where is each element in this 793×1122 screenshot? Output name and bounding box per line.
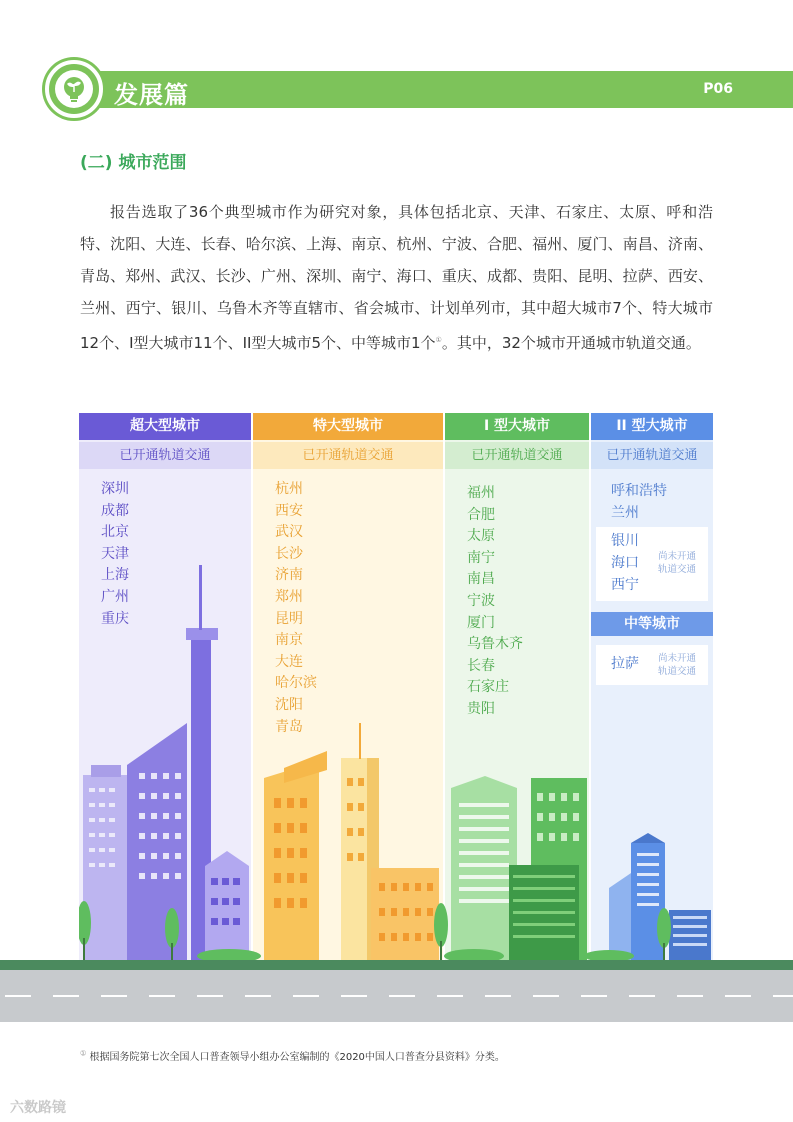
category-title: II 型大城市 [591, 413, 713, 440]
lightbulb-plant-icon [55, 70, 93, 108]
city-item: 呼和浩特 [611, 483, 667, 499]
footnote-text: 根据国务院第七次全国人口普查领导小组办公室编制的《2020中国人口普查分县资料》分类。 [89, 1052, 505, 1063]
building [91, 765, 121, 777]
body-paragraph [80, 196, 713, 359]
city-item: 乌鲁木齐 [467, 636, 523, 653]
city-item: 贵阳 [467, 700, 495, 717]
no-metro-note: 尚未开通 轨道交通 [658, 551, 697, 575]
lane-marking [5, 995, 31, 997]
lane-marking [293, 995, 319, 997]
no-metro-note: 尚未开通 轨道交通 [658, 653, 697, 677]
paragraph-text: 报告选取了36个典型城市作为研究对象，具体包括北京、天津、石家庄、太原、呼和浩特、沈阳、大连、长春、哈尔滨、上海、南京、杭州、宁波、合肥、福州、厦门、南昌、济南、青岛、郑州、武汉、长沙、广州、深圳、南宁、海口、重庆、成都、贵阳、昆明、拉萨、西安、兰州、西宁、银川、乌鲁木齐等直辖市、省会城市、计划单列市，其中超大城市7个、特大城市12个、Ⅰ型大城市11个、II型大城市5个、中等城市1个 [80, 203, 713, 352]
category-subtitle: 已开通轨道交通 [591, 442, 713, 469]
lane-marking [149, 995, 175, 997]
medium-city-title: 中等城市 [591, 612, 713, 636]
lane-marking [533, 995, 559, 997]
city-infographic [79, 413, 713, 973]
lane-marking [437, 995, 463, 997]
city-item: 上海 [101, 567, 129, 584]
city-item: 深圳 [101, 481, 129, 497]
city-item: 南京 [275, 632, 303, 649]
building [609, 871, 634, 960]
watermark: 六数路镜 [10, 1100, 66, 1116]
lane-marking [773, 995, 793, 997]
city-item: 合肥 [467, 506, 495, 523]
city-item: 沈阳 [275, 696, 303, 713]
city-item: 杭州 [275, 481, 303, 497]
city-item: 宁波 [467, 592, 495, 609]
lane-marking [725, 995, 751, 997]
lane-marking [629, 995, 655, 997]
category-title: Ⅰ 型大城市 [445, 413, 589, 440]
building [205, 851, 249, 960]
category-title: 特大型城市 [253, 413, 443, 440]
footnote-marker: ① [435, 336, 442, 344]
city-item: 太原 [467, 528, 495, 545]
city-list [591, 469, 713, 524]
category-subtitle: 已开通轨道交通 [79, 442, 251, 469]
lane-marking [581, 995, 607, 997]
city-item: 天津 [101, 545, 129, 562]
category-subtitle: 已开通轨道交通 [445, 442, 589, 469]
city-item: 北京 [101, 524, 129, 541]
city-item: 南宁 [467, 549, 495, 566]
city-item: 拉萨 [611, 656, 639, 672]
lane-marking [485, 995, 511, 997]
building-antenna [359, 723, 361, 759]
city-item: 石家庄 [467, 679, 509, 696]
city-item: 广州 [101, 588, 129, 605]
page-number: P06 [703, 81, 733, 97]
city-item: 银川 [611, 533, 639, 549]
city-item: 武汉 [275, 524, 303, 541]
lane-marking [197, 995, 223, 997]
city-item: 海口 [611, 555, 639, 571]
city-item: 青岛 [275, 718, 303, 735]
city-item: 大连 [275, 653, 303, 670]
city-item: 福州 [467, 485, 495, 501]
city-item: 南昌 [467, 571, 495, 588]
lane-marking [341, 995, 367, 997]
lane-marking [245, 995, 271, 997]
city-item: 昆明 [275, 610, 303, 627]
city-item: 长沙 [275, 545, 303, 562]
city-item: 长春 [467, 657, 495, 674]
tower-spire [199, 565, 202, 630]
footnote-marker: ① [80, 1049, 87, 1058]
city-item: 郑州 [275, 588, 303, 605]
lane-marking [677, 995, 703, 997]
header-logo [45, 60, 103, 118]
building [631, 833, 665, 843]
lane-marking [101, 995, 127, 997]
city-item: 兰州 [611, 504, 639, 521]
city-skyline-illustration [79, 553, 713, 963]
footnote [80, 1048, 505, 1063]
section-title: (二) 城市范围 [80, 153, 187, 173]
header-title: 发展篇 [114, 81, 189, 109]
city-item: 哈尔滨 [275, 675, 317, 692]
category-subtitle: 已开通轨道交通 [253, 442, 443, 469]
city-item: 西安 [275, 502, 303, 519]
grass-strip [0, 960, 793, 970]
city-item: 厦门 [467, 614, 495, 631]
building [264, 761, 319, 960]
paragraph-tail: 。其中，32个城市开通城市轨道交通。 [441, 334, 701, 352]
city-item: 济南 [275, 567, 303, 584]
city-item: 重庆 [101, 610, 129, 627]
category-title: 超大型城市 [79, 413, 251, 440]
city-item: 西宁 [611, 577, 639, 593]
city-item: 成都 [101, 502, 129, 519]
lane-marking [53, 995, 79, 997]
lane-marking [389, 995, 415, 997]
